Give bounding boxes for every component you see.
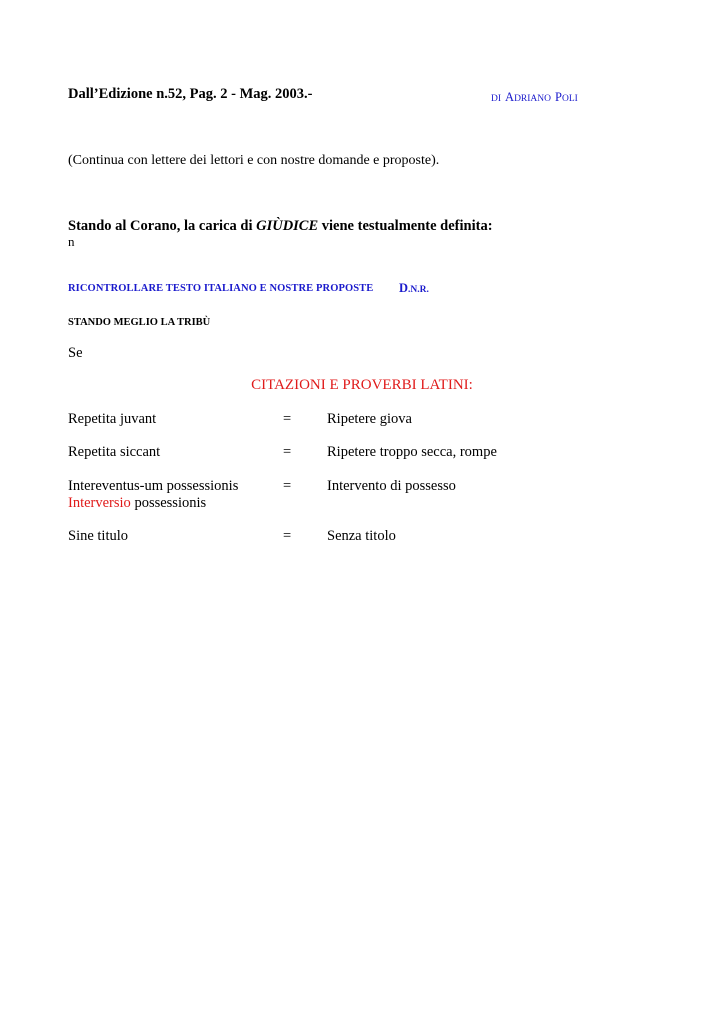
- equals-sign: =: [283, 444, 292, 460]
- citazioni-title-text: CITAZIONI E PROVERBI LATINI:: [251, 377, 473, 393]
- italian-translation: Ripetere troppo secca, rompe: [327, 444, 497, 460]
- dnr-signature: [399, 281, 429, 296]
- latin-variant: [68, 495, 206, 512]
- continua-note: (Continua con lettere dei lettori e con nostre domande e proposte).: [68, 153, 440, 168]
- author-last-rest: OLI: [561, 94, 578, 104]
- dnr-rest: .N.R.: [408, 285, 429, 295]
- latin-phrase: Repetita juvant: [68, 411, 157, 427]
- equals-sign: =: [283, 478, 292, 494]
- se-text: Se: [68, 345, 83, 361]
- citazioni-title: [0, 377, 724, 394]
- stando-after: viene testualmente definita:: [318, 218, 493, 234]
- interversio-word: Interversio: [68, 495, 131, 511]
- latin-variant-rest: possessionis: [130, 495, 207, 511]
- author-prefix: DI: [491, 94, 502, 104]
- author-first-initial: A: [505, 90, 515, 104]
- italian-translation: Ripetere giova: [327, 411, 412, 427]
- stray-n-text: n: [68, 234, 75, 249]
- italian-translation: Senza titolo: [327, 528, 396, 544]
- giudice-word: GIÙDICE: [256, 218, 319, 234]
- author-byline: [491, 88, 578, 106]
- equals-sign: =: [283, 528, 292, 544]
- stando-meglio-note: STANDO MEGLIO LA TRIBÙ: [68, 317, 211, 328]
- latin-phrase: Sine titulo: [68, 528, 129, 544]
- italian-translation: Intervento di possesso: [327, 478, 456, 494]
- ricontrollare-note: RICONTROLLARE TESTO ITALIANO E NOSTRE PROPOSTE: [68, 283, 374, 294]
- equals-sign: =: [283, 411, 292, 427]
- stando-before: Stando al Corano, la carica di: [68, 218, 257, 234]
- edition-header: Dall’Edizione n.52, Pag. 2 - Mag. 2003.-: [68, 86, 313, 102]
- author-first-rest: DRIANO: [514, 94, 552, 104]
- dnr-initial: D: [399, 281, 409, 295]
- latin-phrase: Intereventus-um possessionis: [68, 478, 239, 494]
- stando-heading: [68, 218, 493, 235]
- author-last-initial: P: [555, 90, 562, 104]
- latin-phrase: Repetita siccant: [68, 444, 161, 460]
